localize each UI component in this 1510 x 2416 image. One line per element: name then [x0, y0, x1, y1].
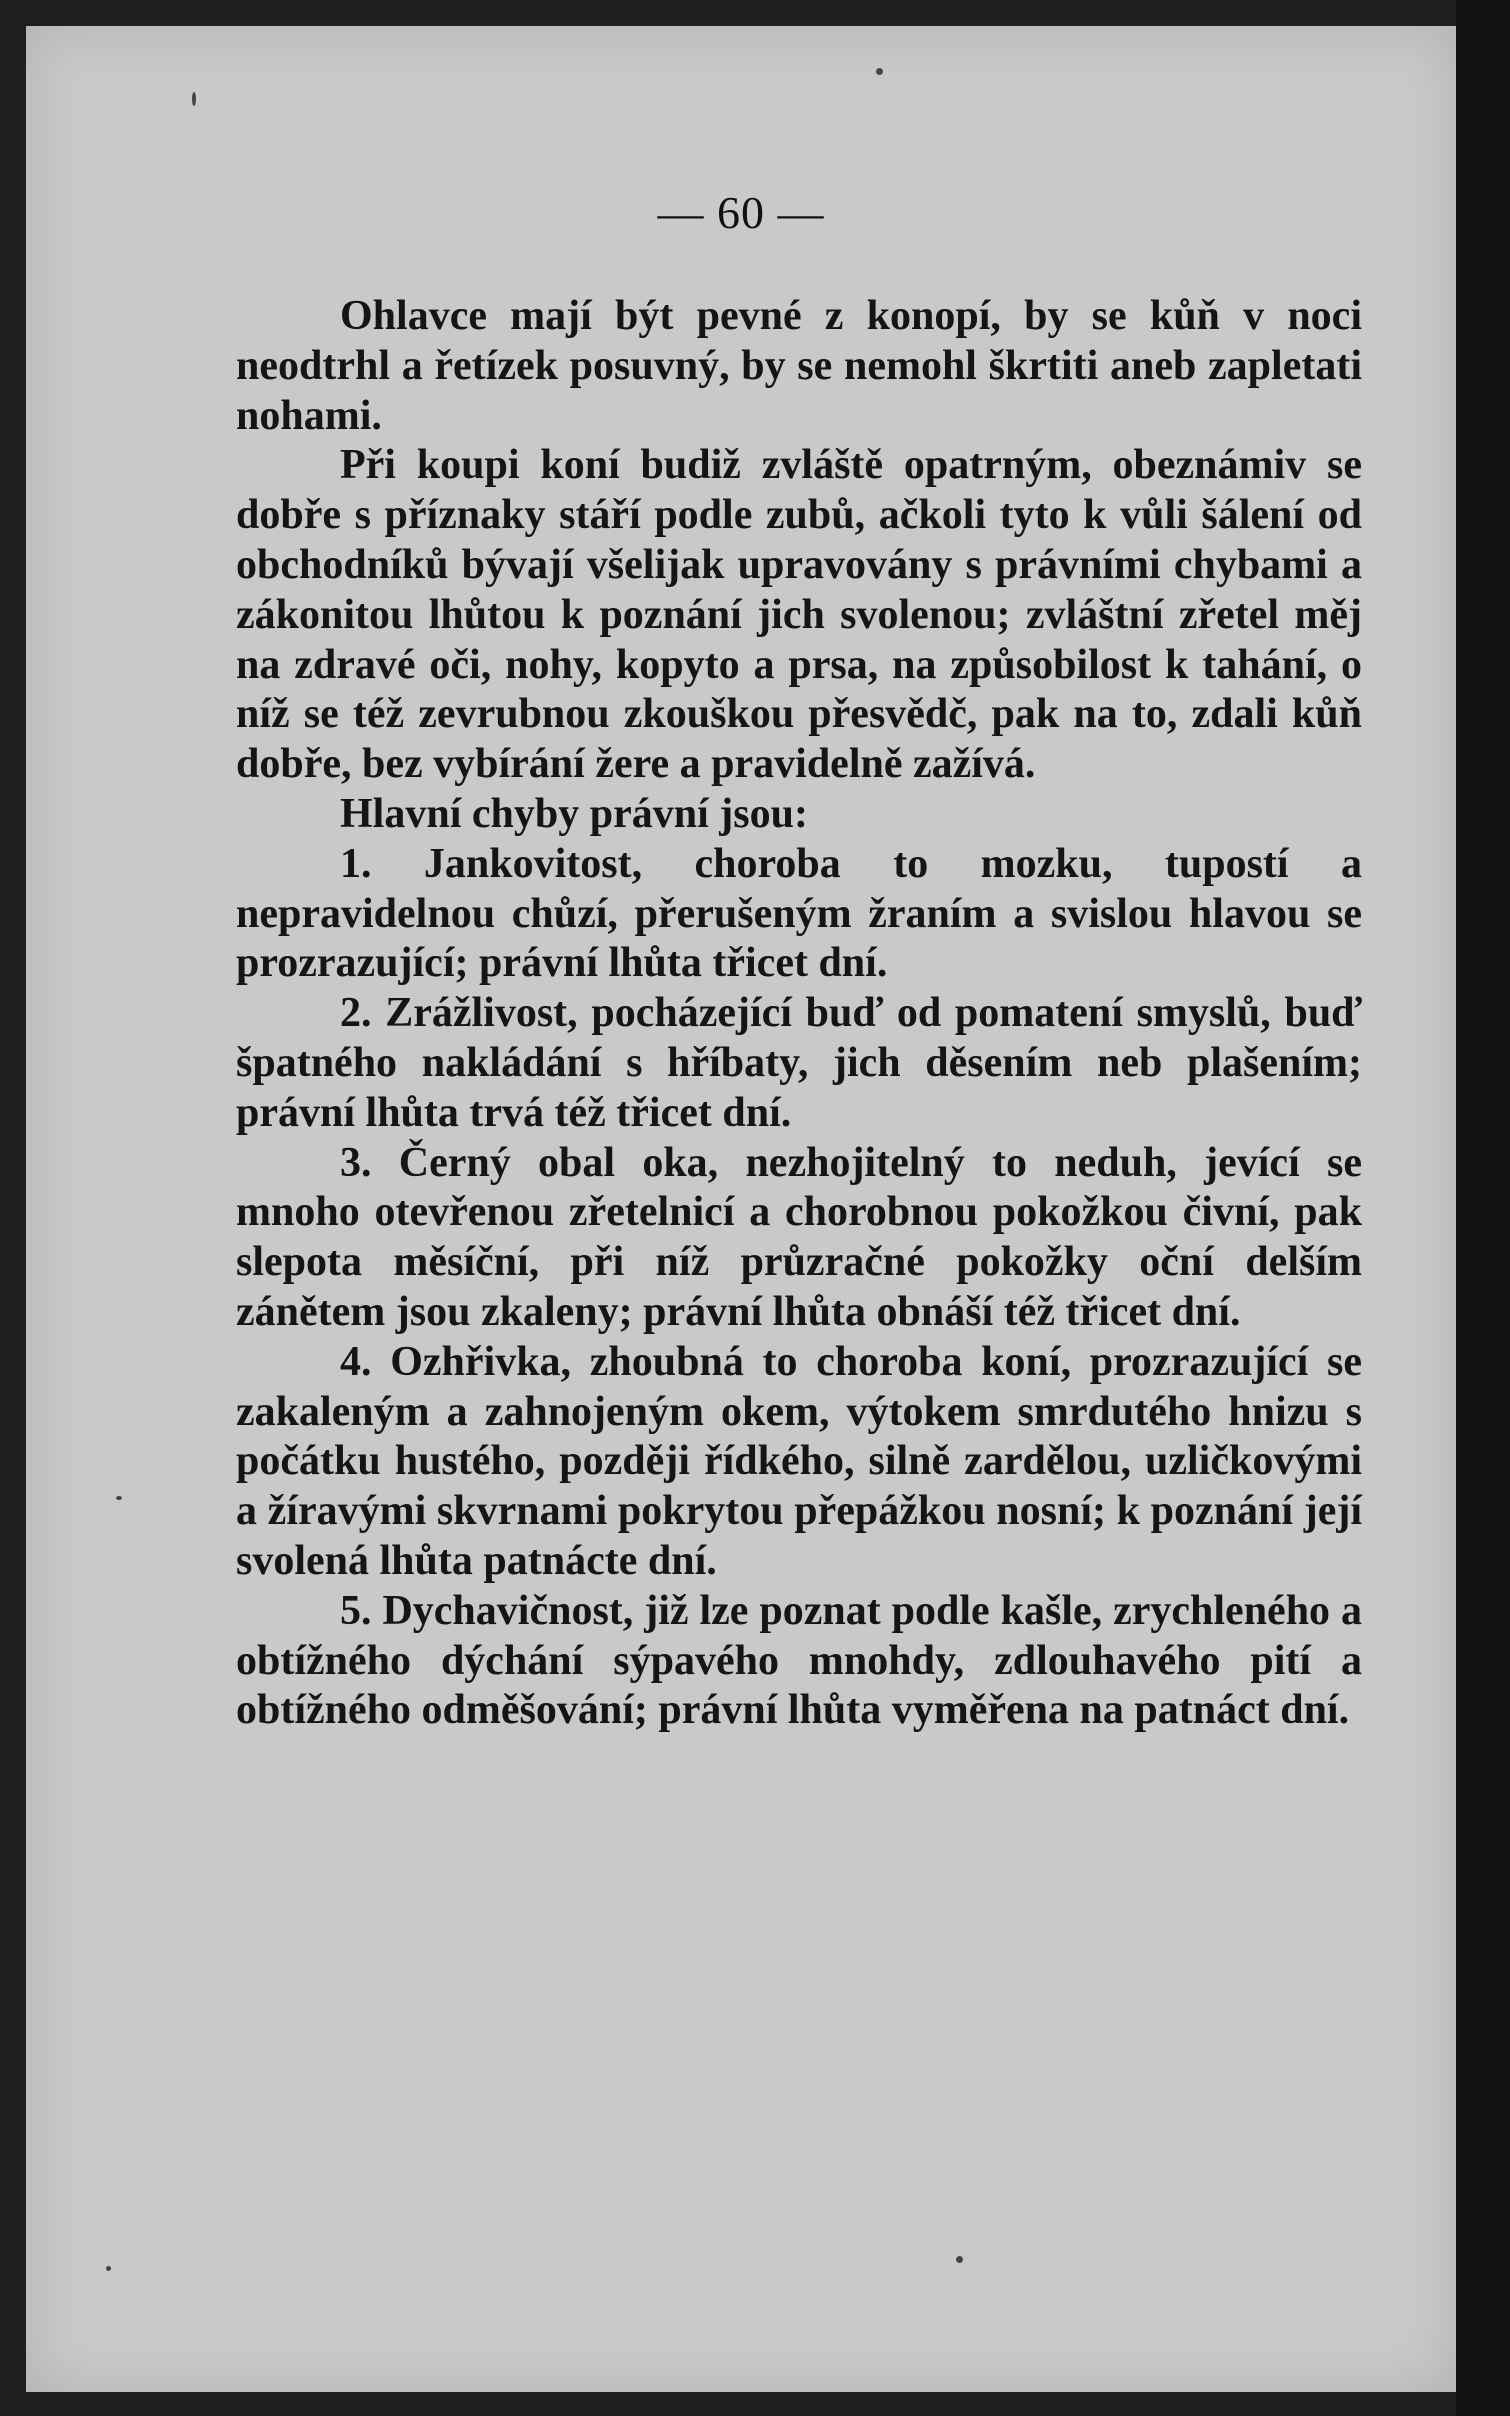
paragraph-defect-5: 5. Dychavičnost, již lze poznat podle kašle, zrychleného a obtížného dýchání sýpavého mnohdy, zdlouhavého pití a obtížného odměšování; právní lhůta vyměřena na patnáct dní.	[236, 1587, 1362, 1734]
paragraph-defect-3: 3. Černý obal oka, nezhojitelný to neduh, jevící se mnoho otevřenou zřetelnicí a chorobnou pokožkou čivní, pak slepota měsíční, při níž průzračné pokožky oční delším zánětem jsou zkaleny; právní lhůta obnáší též třicet dní.	[236, 1139, 1362, 1335]
scan-speck	[956, 2256, 963, 2263]
page-number: — 60 —	[657, 187, 825, 238]
scan-speck	[192, 92, 196, 106]
paragraph-defect-4: 4. Ozhřivka, zhoubná to choroba koní, prozrazující se zakaleným a zahnojeným okem, výtokem smrdutého hnizu s počátku hustého, později řídkého, silně zardělou, uzličkovými a žíravými skvrnami pokrytou přepážkou nosní; k poznání její svolená lhůta patnácte dní.	[236, 1338, 1362, 1584]
book-page	[26, 26, 1456, 2392]
scan-right-edge	[1456, 0, 1510, 2416]
scan-speck	[106, 2266, 111, 2271]
paragraph-defect-1: 1. Jankovitost, choroba to mozku, tupostí a nepravidelnou chůzí, přerušeným žraním a svislou hlavou se prozrazující; právní lhůta třicet dní.	[236, 840, 1362, 987]
scan-speck	[876, 68, 883, 75]
paragraph-defect-2: 2. Zrážlivost, pocházející buď od pomatení smyslů, buď špatného nakládání s hříbaty, jich děsením neb plašením; právní lhůta trvá též třicet dní.	[236, 990, 1362, 1136]
scan-speck	[116, 1496, 122, 1500]
page-body-text	[236, 292, 1362, 1736]
paragraph-main-defects-heading: Hlavní chyby právní jsou:	[340, 790, 808, 837]
paragraph-halters: Ohlavce mají být pevné z konopí, by se kůň v noci neodtrhl a řetízek posuvný, by se nemohl škrtiti aneb zapletati nohami.	[236, 293, 1362, 439]
paragraph-buying-horses: Při koupi koní budiž zvláště opatrným, obeznámiv se dobře s příznaky stáří podle zubů, ačkoli tyto k vůli šálení od obchodníků bývají všelijak upravovány s právními chybami a zákonitou lhůtou k poznání jich svolenou; zvláštní zřetel měj na zdravé oči, nohy, kopyto a prsa, na způsobilost k tahání, o níž se též zevrubnou zkouškou přesvědč, pak na to, zdali kůň dobře, bez vybírání žere a pravidelně zažívá.	[236, 442, 1362, 788]
